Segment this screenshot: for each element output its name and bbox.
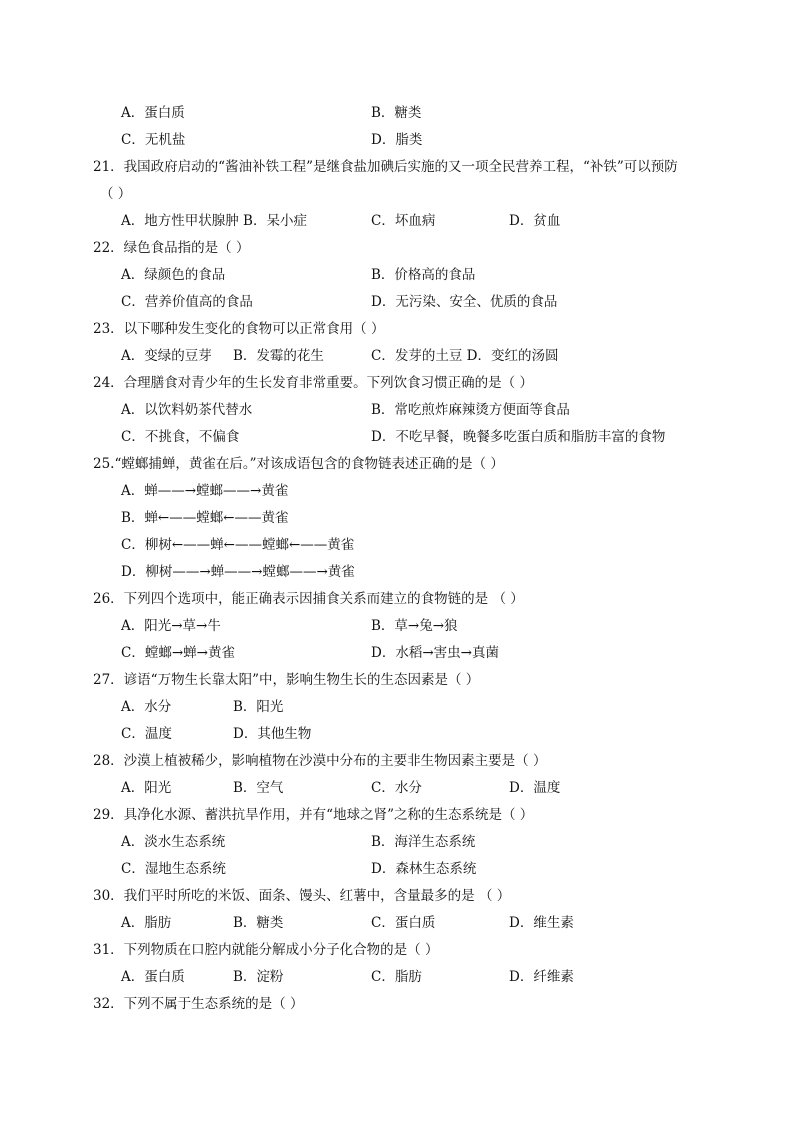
- q25-option-b: B．蝉←——螳螂←——黄雀: [121, 510, 289, 526]
- q30-option-a: A．脂肪: [121, 915, 172, 931]
- q31-option-c: C．脂肪: [371, 969, 422, 985]
- question-24: 24．合理膳食对青少年的生长发育非常重要。下列饮食习惯正确的是（ ）: [93, 375, 533, 391]
- q31-option-d: D．纤维素: [509, 969, 574, 985]
- q30-option-b: B．糖类: [233, 915, 284, 931]
- q22-option-b: B．价格高的食品: [371, 267, 476, 283]
- question-29: 29．具净化水源、蓄洪抗旱作用，并有“地球之肾”之称的生态系统是（ ）: [93, 807, 534, 823]
- question-27: 27．谚语“万物生长靠太阳”中，影响生物生长的生态因素是（ ）: [93, 672, 480, 688]
- q20-option-d: D．脂类: [371, 132, 423, 148]
- q24-option-b: B．常吃煎炸麻辣烫方便面等食品: [371, 402, 570, 418]
- question-26: 26．下列四个选项中，能正确表示因捕食关系而建立的食物链的是 （ ）: [93, 591, 524, 607]
- question-21: 21．我国政府启动的“酱油补铁工程”是继食盐加碘后实施的又一项全民营养工程，“补铁”可以预防: [93, 159, 678, 175]
- q24-option-a: A．以饮料奶茶代替水: [121, 402, 253, 418]
- question-25: 25.“螳螂捕蝉，黄雀在后。”对该成语包含的食物链表述正确的是（ ）: [93, 456, 504, 472]
- q29-option-a: A．淡水生态系统: [121, 834, 226, 850]
- q31-option-b: B．淀粉: [233, 969, 284, 985]
- q27-option-d: D．其他生物: [233, 726, 312, 742]
- q29-option-b: B．海洋生态系统: [371, 834, 476, 850]
- q26-option-a: A．阳光→草→牛: [121, 618, 221, 634]
- q22-option-a: A．绿颜色的食品: [121, 267, 226, 283]
- q24-option-c: C．不挑食，不偏食: [121, 429, 240, 445]
- question-28: 28．沙漠上植被稀少，影响植物在沙漠中分布的主要非生物因素主要是（ ）: [93, 753, 547, 769]
- q27-option-a: A．水分: [121, 699, 172, 715]
- q28-option-c: C．水分: [371, 780, 422, 796]
- question-31: 31．下列物质在口腔内就能分解成小分子化合物的是（ ）: [93, 942, 439, 958]
- q29-option-c: C．湿地生态系统: [121, 861, 226, 877]
- q21-option-d: D．贫血: [509, 213, 561, 229]
- q24-option-d: D．不吃早餐，晚餐多吃蛋白质和脂肪丰富的食物: [371, 429, 666, 445]
- q31-option-a: A．蛋白质: [121, 969, 185, 985]
- q28-option-b: B．空气: [233, 780, 284, 796]
- q25-option-c: C．柳树←——蝉←——螳螂←——黄雀: [121, 537, 355, 553]
- q25-option-d: D．柳树——→蝉——→螳螂——→黄雀: [121, 564, 355, 580]
- q30-option-c: C．蛋白质: [371, 915, 436, 931]
- q21-option-c: C．坏血病: [371, 213, 436, 229]
- question-22: 22．绿色食品指的是（ ）: [93, 240, 250, 256]
- q26-option-b: B．草→兔→狼: [371, 618, 458, 634]
- q21-option-ab: A．地方性甲状腺肿 B．呆小症: [121, 213, 307, 229]
- question-30: 30．我们平时所吃的米饭、面条、馒头、红薯中，含量最多的是 （ ）: [93, 888, 511, 904]
- q20-option-b: B．糖类: [371, 105, 422, 121]
- question-23: 23．以下哪种发生变化的食物可以正常食用（ ）: [93, 321, 385, 337]
- question-32: 32．下列不属于生态系统的是（ ）: [93, 996, 304, 1012]
- q22-option-c: C．营养价值高的食品: [121, 294, 253, 310]
- q23-option-b: B．发霉的花生: [233, 348, 324, 364]
- q26-option-d: D．水稻→害虫→真菌: [371, 645, 499, 661]
- q25-option-a: A．蝉——→螳螂——→黄雀: [121, 483, 289, 499]
- q27-option-c: C．温度: [121, 726, 172, 742]
- q26-option-c: C．螳螂→蝉→黄雀: [121, 645, 235, 661]
- q23-option-cd: C．发芽的土豆 D．变红的汤圆: [371, 348, 559, 364]
- question-21-blank: （ ）: [100, 186, 132, 202]
- q28-option-a: A．阳光: [121, 780, 172, 796]
- q20-option-a: A．蛋白质: [121, 105, 185, 121]
- q22-option-d: D．无污染、安全、优质的食品: [371, 294, 558, 310]
- q23-option-a: A．变绿的豆芽: [121, 348, 212, 364]
- q30-option-d: D．维生素: [509, 915, 574, 931]
- q28-option-d: D．温度: [509, 780, 561, 796]
- q29-option-d: D．森林生态系统: [371, 861, 477, 877]
- q27-option-b: B．阳光: [233, 699, 284, 715]
- q20-option-c: C．无机盐: [121, 132, 186, 148]
